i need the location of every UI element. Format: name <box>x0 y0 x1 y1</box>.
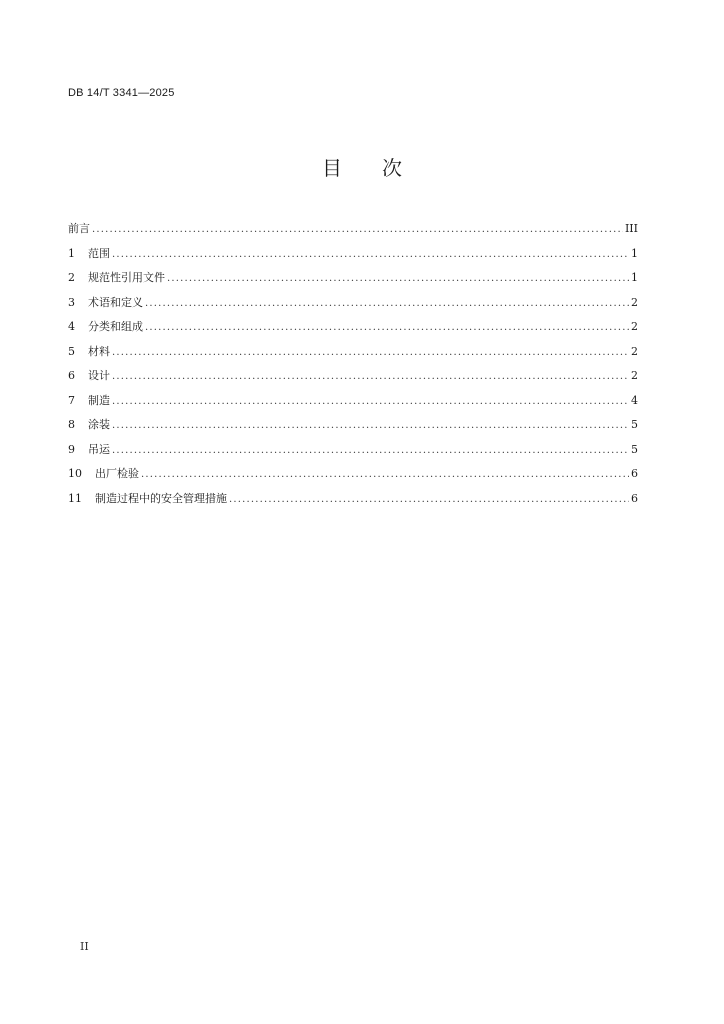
toc-entry-label: 设计 <box>88 369 110 382</box>
toc-entry-7[interactable] <box>68 392 638 417</box>
toc-entry-page: III <box>624 222 638 235</box>
toc-entry-label: 术语和定义 <box>88 295 143 309</box>
toc-entry-number: 7 <box>68 393 75 407</box>
toc-entry-page: 6 <box>631 491 638 505</box>
toc-entry-page: 2 <box>631 320 638 333</box>
document-id: DB 14/T 3341—2025 <box>68 87 175 99</box>
toc-entry-page: 6 <box>631 467 638 480</box>
toc-leader-dots <box>112 445 629 456</box>
toc-leader-dots <box>167 273 629 284</box>
toc-entry-number: 9 <box>68 442 75 456</box>
toc-entry-number: 11 <box>68 491 82 505</box>
toc-entry-number: 10 <box>68 467 82 480</box>
toc-entry-label: 规范性引用文件 <box>88 271 165 284</box>
toc-entry-4[interactable] <box>68 318 638 343</box>
toc-entry-label: 分类和组成 <box>88 320 143 333</box>
toc-entry-5[interactable] <box>68 343 638 368</box>
toc-leader-dots <box>112 371 629 382</box>
toc-leader-dots <box>145 322 629 333</box>
toc-entry-page: 2 <box>631 344 638 358</box>
toc-entry-number: 6 <box>68 369 75 382</box>
toc-entry-8[interactable] <box>68 416 638 441</box>
toc-entry-label: 制造过程中的安全管理措施 <box>95 491 227 505</box>
toc-leader-dots <box>112 249 629 260</box>
toc-entry-2[interactable] <box>68 269 638 294</box>
toc-entry-1[interactable] <box>68 245 638 270</box>
toc-entry-number: 8 <box>68 418 75 431</box>
page-title <box>0 152 724 181</box>
toc-entry-label: 涂装 <box>88 418 110 431</box>
toc-entry-label: 吊运 <box>88 442 110 456</box>
toc-entry-number: 2 <box>68 271 75 284</box>
toc-leader-dots <box>92 224 623 235</box>
toc-entry-label: 制造 <box>88 393 110 407</box>
toc-entry-3[interactable] <box>68 294 638 319</box>
toc-leader-dots <box>112 420 629 431</box>
toc-entry-label: 出厂检验 <box>95 467 139 480</box>
toc-entry-number: 3 <box>68 295 75 309</box>
toc-leader-dots <box>112 396 629 407</box>
toc-entry-page: 5 <box>631 442 638 456</box>
title-char-1: 目 <box>322 156 342 180</box>
page-number: II <box>80 940 89 953</box>
toc-entry-page: 1 <box>631 271 638 284</box>
toc-entry-page: 1 <box>631 246 638 260</box>
toc-entry-foreword[interactable] <box>68 220 638 245</box>
toc-entry-9[interactable] <box>68 441 638 466</box>
toc-entry-6[interactable] <box>68 367 638 392</box>
toc-entry-page: 2 <box>631 295 638 309</box>
table-of-contents <box>68 220 638 514</box>
title-char-2: 次 <box>382 156 402 180</box>
toc-entry-number: 5 <box>68 344 75 358</box>
toc-leader-dots <box>145 298 629 309</box>
toc-entry-10[interactable] <box>68 465 638 490</box>
toc-entry-page: 5 <box>631 418 638 431</box>
toc-entry-label: 材料 <box>88 344 110 358</box>
toc-entry-label: 范围 <box>88 246 110 260</box>
toc-entry-label: 前言 <box>68 222 90 235</box>
toc-entry-number: 4 <box>68 320 75 333</box>
toc-entry-number: 1 <box>68 246 75 260</box>
toc-entry-11[interactable] <box>68 490 638 515</box>
toc-leader-dots <box>112 347 629 358</box>
toc-entry-page: 4 <box>631 393 638 407</box>
toc-entry-page: 2 <box>631 369 638 382</box>
toc-leader-dots <box>141 469 629 480</box>
toc-leader-dots <box>229 494 629 505</box>
